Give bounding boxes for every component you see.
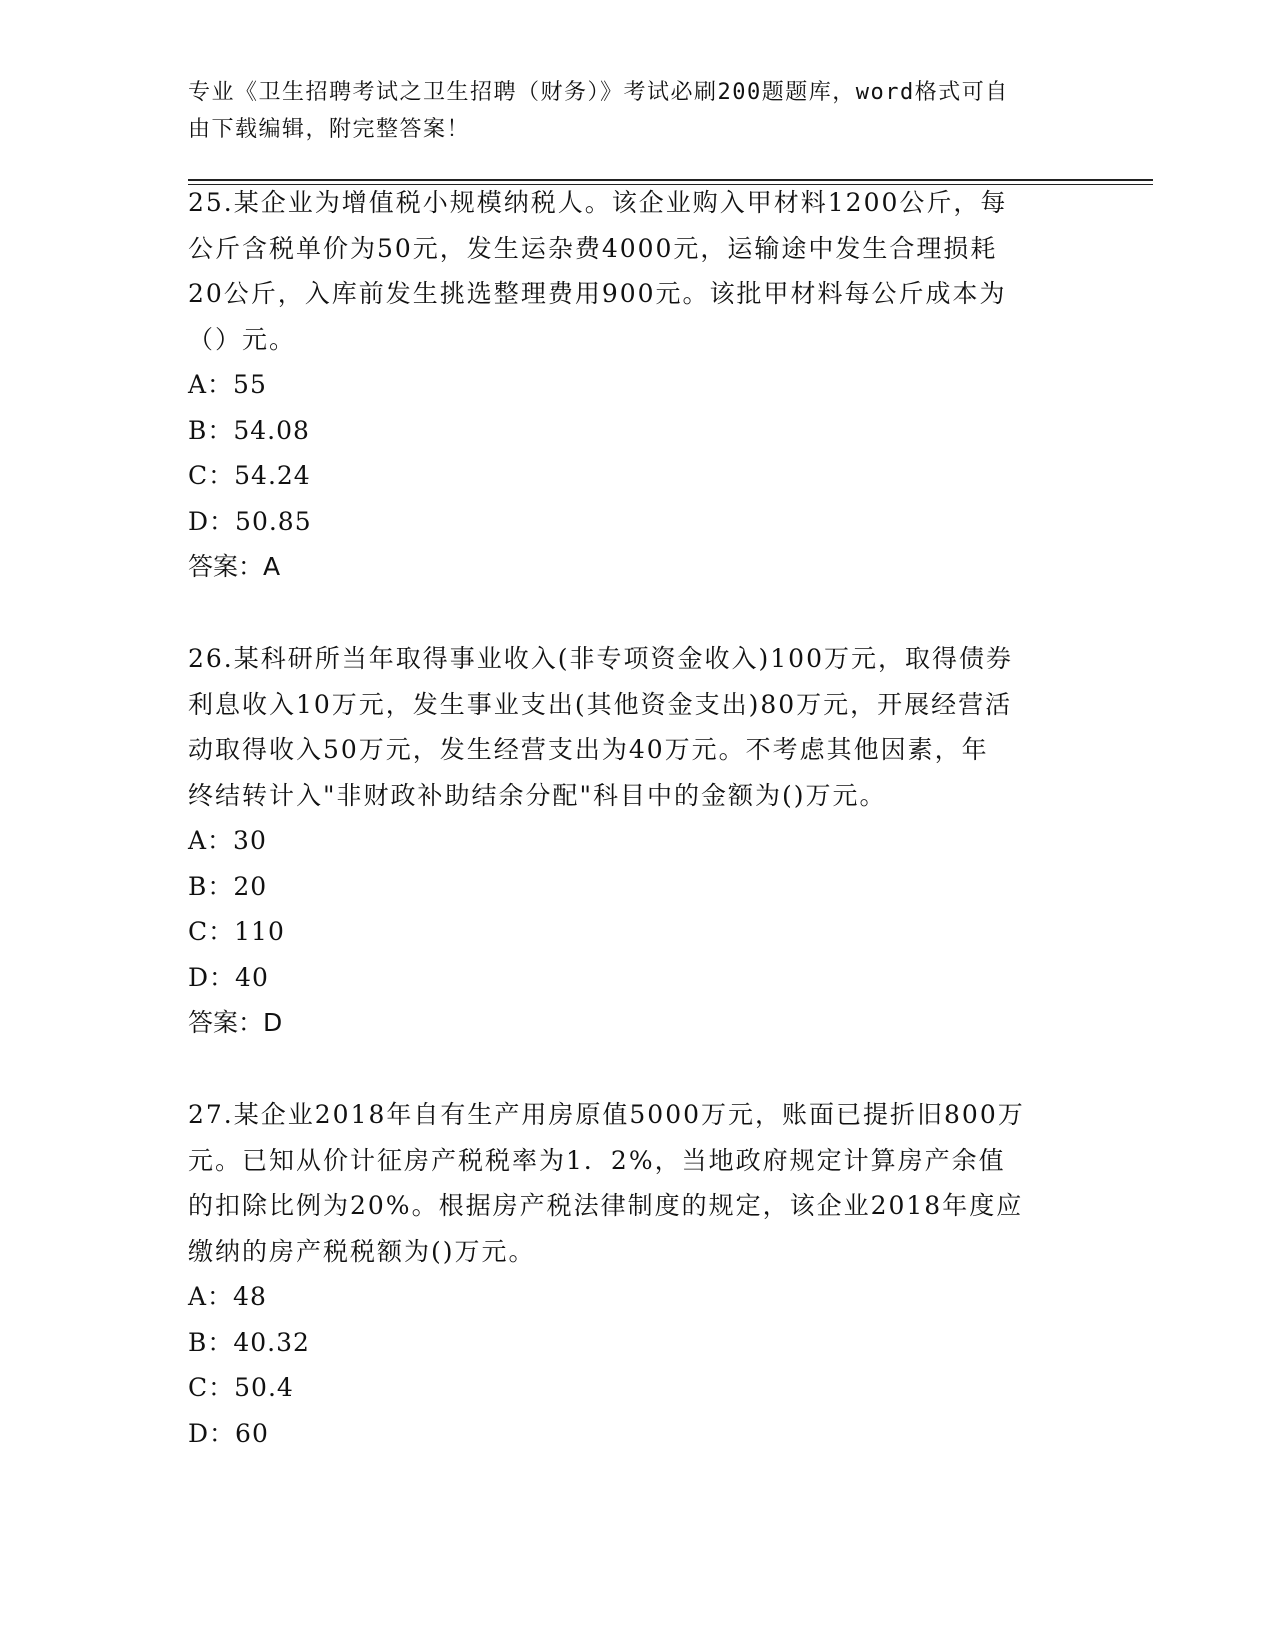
option-a: A：48 — [188, 1282, 267, 1311]
answer: 答案：D — [188, 1008, 283, 1037]
question-stem-line: （）元。 — [188, 324, 297, 354]
question-27 — [188, 1092, 1088, 1456]
question-25 — [188, 180, 1088, 590]
document-header — [188, 74, 1068, 148]
answer: 答案：A — [188, 552, 281, 581]
question-stem-line: 公斤含税单价为50元，发生运杂费4000元，运输途中发生合理损耗 — [188, 233, 998, 263]
option-b: B：54.08 — [188, 415, 310, 445]
option-c: C：54.24 — [188, 461, 311, 490]
question-26 — [188, 636, 1088, 1046]
question-stem-line: 利息收入10万元，发生事业支出(其他资金支出)80万元，开展经营活 — [188, 689, 1013, 719]
option-a: A：30 — [188, 826, 267, 855]
option-b: B：40.32 — [188, 1327, 310, 1357]
option-d: D：60 — [188, 1418, 269, 1448]
option-d: D：50.85 — [188, 506, 312, 536]
question-stem-line: 的扣除比例为20%。根据房产税法律制度的规定，该企业2018年度应 — [188, 1191, 1024, 1220]
option-c: C：110 — [188, 917, 285, 946]
option-a: A：55 — [188, 370, 267, 399]
question-stem-line: 动取得收入50万元，发生经营支出为40万元。不考虑其他因素，年 — [188, 735, 989, 764]
question-stem-line: 25.某企业为增值税小规模纳税人。该企业购入甲材料1200公斤，每 — [188, 188, 1008, 217]
header-line-1: 专业《卫生招聘考试之卫生招聘（财务）》考试必刷200题题库，word格式可自 — [188, 80, 1009, 105]
question-stem-line: 元。已知从价计征房产税税率为1．2%，当地政府规定计算房产余值 — [188, 1145, 1006, 1175]
option-c: C：50.4 — [188, 1373, 294, 1402]
question-stem-line: 终结转计入"非财政补助结余分配"科目中的金额为()万元。 — [188, 780, 887, 810]
option-b: B：20 — [188, 871, 268, 901]
question-stem-line: 缴纳的房产税税额为()万元。 — [188, 1236, 536, 1266]
question-stem-line: 26.某科研所当年取得事业收入(非专项资金收入)100万元，取得债券 — [188, 644, 1013, 673]
question-stem-line: 20公斤，入库前发生挑选整理费用900元。该批甲材料每公斤成本为 — [188, 279, 1007, 308]
question-stem-line: 27.某企业2018年自有生产用房原值5000万元，账面已提折旧800万 — [188, 1100, 1025, 1129]
option-d: D：40 — [188, 962, 269, 992]
header-line-2: 由下载编辑，附完整答案！ — [188, 117, 471, 142]
